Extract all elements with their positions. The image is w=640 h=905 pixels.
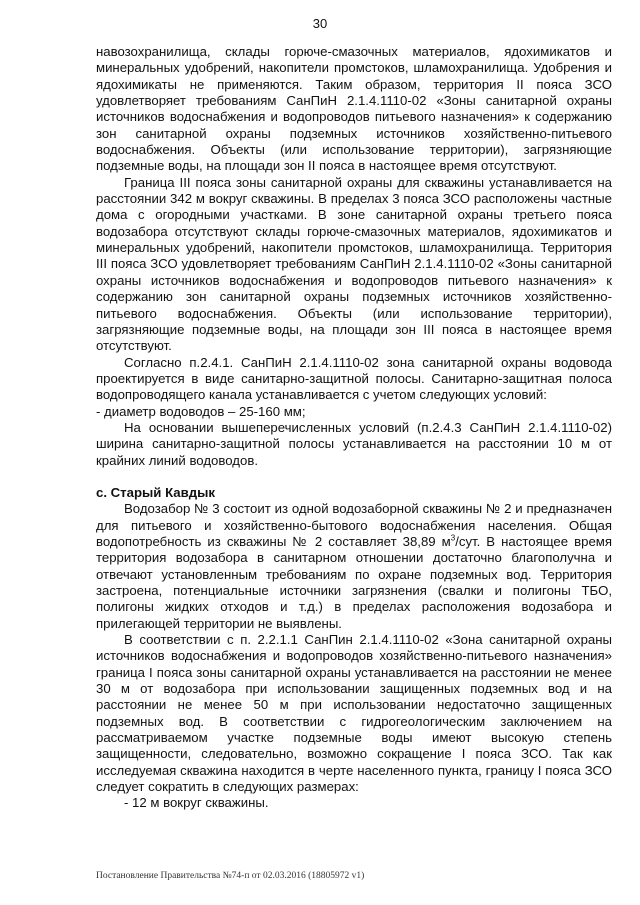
footer-note: Постановление Правительства №74-п от 02.03.2016 (18805972 v1) xyxy=(96,871,365,881)
paragraph: На основании вышеперечисленных условий (п.2.4.3 СанПиН 2.1.4.1110-02) ширина санитарно-защитной полосы устанавливается на расстоянии 10 м от крайних линий водоводов. xyxy=(96,419,612,468)
list-item: - 12 м вокруг скважины. xyxy=(124,795,269,811)
paragraph xyxy=(96,501,612,632)
paragraph: Граница III пояса зоны санитарной охраны для скважины устанавливается на расстоянии 342 м вокруг скважины. В пределах 3 пояса ЗСО расположены частные дома с огородными участками. В зоне санитарной охраны третьего пояса водозабора отсутствуют склады горюче-смазочных материалов, ядохимикатов и минеральных удобрений, накопители промстоков, шламохранилища. Территория III пояса ЗСО удовлетворяет требованиям СанПиН 2.1.4.1110-02 «Зоны санитарной охраны источников водоснабжения и водопроводов питьевого назначения» к содержанию зон санитарной охраны подземных источников хозяйственно-питьевого водоснабжения. Объекты (или использование территории), загрязняющие подземные воды, на площади зон III пояса в настоящее время отсутствуют. xyxy=(96,174,612,354)
paragraph-text: Водозабор № 3 состоит из одной водозаборной скважины № 2 и предназначен для питьевого и хозяйственно-бытового водоснабжения населения. Общая водопотребность из скважины № 2 составляет 38,89 м xyxy=(96,501,612,549)
list-item: - диаметр водоводов – 25-160 мм; xyxy=(96,403,306,419)
section-heading: с. Старый Кавдык xyxy=(96,484,215,500)
document-body xyxy=(96,44,612,812)
paragraph: Согласно п.2.4.1. СанПиН 2.1.4.1110-02 зона санитарной охраны водовода проектируется в виде санитарно-защитной полосы. Санитарно-защитная полоса водопроводящего канала устанавливается с учетом следующих условий: xyxy=(96,354,612,403)
page-number: 30 xyxy=(312,16,328,31)
paragraph-text: /сут. В настоящее время территория водозабора в санитарном отношении достаточно благополучна и отвечают установленным требованиям по охране подземных вод. Территория застроена, потенциальные источники загрязнения (свалки и полигоны ТБО, полигоны жидких отходов и т.д.) в пределах расположения водозабора и прилегающей территории не выявлены. xyxy=(96,533,612,631)
paragraph: В соответствии с п. 2.2.1.1 СанПин 2.1.4.1110-02 «Зона санитарной охраны источников водоснабжения и водопроводов хозяйственно-питьевого назначения» граница I пояса зоны санитарной охраны устанавливается на расстоянии не менее 30 м от водозабора при использовании защищенных подземных вод и на расстоянии не менее 50 м при использовании недостаточно защищенных подземных вод. В соответствии с гидрогеологическим заключением на рассматриваемом участке подземные воды имеют высокую степень защищенности, следовательно, возможно сокращение I пояса ЗСО. Так как исследуемая скважина находится в черте населенного пункта, границу I пояса ЗСО следует сократить в следующих размерах: xyxy=(96,632,612,795)
paragraph: навозохранилища, склады горюче-смазочных материалов, ядохимикатов и минеральных удобрений, накопители промстоков, шламохранилища. Удобрения и ядохимикаты не применяются. Таким образом, территория II пояса ЗСО удовлетворяет требованиям СанПиН 2.1.4.1110-02 «Зоны санитарной охраны источников водоснабжения и водопроводов питьевого назначения» к содержанию зон санитарной охраны подземных источников хозяйственно-питьевого водоснабжения. Объекты (или использование территории), загрязняющие подземные воды, на площади зон II пояса в настоящее время отсутствуют. xyxy=(96,44,612,174)
superscript: 3 xyxy=(450,533,456,543)
